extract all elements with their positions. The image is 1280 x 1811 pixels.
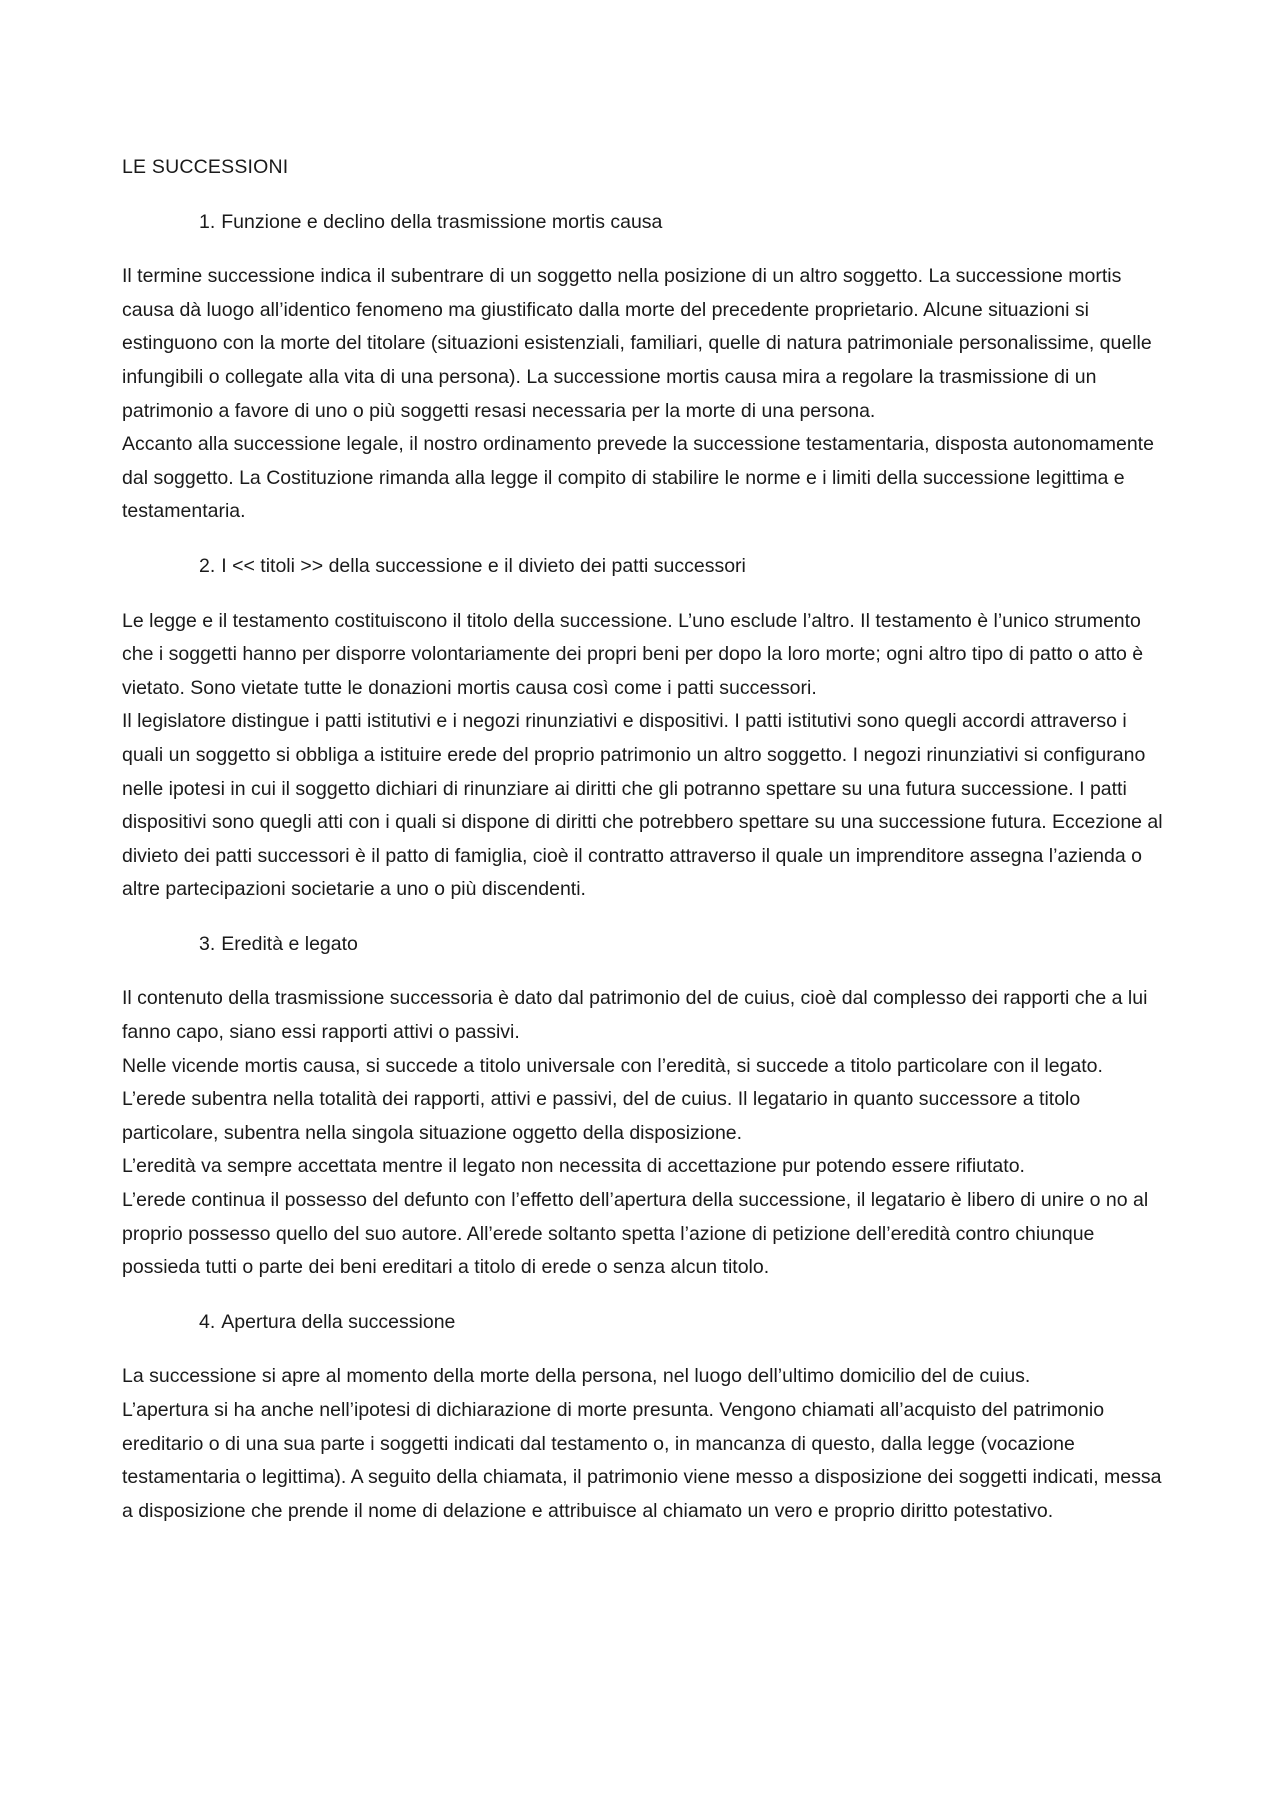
section-title-2: I << titoli >> della successione e il divieto dei patti successori: [221, 554, 746, 577]
paragraph: L’eredità va sempre accettata mentre il legato non necessita di accettazione pur potendo essere rifiutato.: [122, 1155, 1025, 1178]
section-body-1: [122, 260, 1168, 529]
section-number-4: 4.: [199, 1310, 216, 1333]
paragraph: Nelle vicende mortis causa, si succede a titolo universale con l’eredità, si succede a titolo particolare con il legato.: [122, 1054, 1103, 1077]
paragraph: Il legislatore distingue i patti istitutivi e i negozi rinunziativi e dispositivi. I patti istitutivi sono quegli accordi attraverso i quali un soggetto si obbliga a istituire erede del proprio patrimonio un altro soggetto. I negozi rinunziativi si configurano nelle ipotesi in cui il soggetto dichiari di rinunziare ai diritti che gli potranno spettare su una futura successione. I patti dispositivi sono quegli atti con i quali si dispone di diritti che potrebbero spettare su una successione futura. Eccezione al divieto dei patti successori è il patto di famiglia, cioè il contratto attraverso il quale un imprenditore assegna l’azienda o altre partecipazioni societarie a uno o più discendenti.: [122, 710, 1163, 901]
paragraph: L’apertura si ha anche nell’ipotesi di dichiarazione di morte presunta. Vengono chiamati all’acquisto del patrimonio ereditario o di una sua parte i soggetti indicati dal testamento o, in mancanza di questo, dalla legge (vocazione testamentaria o legittima). A seguito della chiamata, il patrimonio viene messo a disposizione dei soggetti indicati, messa a disposizione che prende il nome di delazione e attribuisce al chiamato un vero e proprio diritto potestativo.: [122, 1399, 1162, 1522]
section-number-3: 3.: [199, 932, 216, 955]
paragraph: Le legge e il testamento costituiscono il titolo della successione. L’uno esclude l’altro. Il testamento è l’unico strumento che i soggetti hanno per disporre volontariamente dei propri beni per dopo la loro morte; ogni altro tipo di patto o atto è vietato. Sono vietate tutte le donazioni mortis causa così come i patti successori.: [122, 609, 1144, 699]
section-heading-4: [122, 1306, 1168, 1340]
paragraph: Il contenuto della trasmissione successoria è dato dal patrimonio del de cuius, cioè dal complesso dei rapporti che a lui fanno capo, siano essi rapporti attivi o passivi.: [122, 987, 1148, 1044]
section-body-3: [122, 982, 1168, 1284]
document-page: [122, 151, 1168, 1549]
section-number-2: 2.: [199, 554, 216, 577]
section-heading-1: [122, 206, 1168, 240]
document-title: LE SUCCESSIONI: [122, 156, 289, 178]
section-body-4: [122, 1360, 1168, 1528]
section-heading-3: [122, 928, 1168, 962]
section-heading-2: [122, 550, 1168, 584]
section-body-2: [122, 605, 1168, 907]
paragraph: Il termine successione indica il subentrare di un soggetto nella posizione di un altro soggetto. La successione mortis causa dà luogo all’identico fenomeno ma giustificato dalla morte del precedente proprietario. Alcune situazioni si estinguono con la morte del titolare (situazioni esistenziali, familiari, quelle di natura patrimoniale personalissime, quelle infungibili o collegate alla vita di una persona). La successione mortis causa mira a regolare la trasmissione di un patrimonio a favore di uno o più soggetti resasi necessaria per la morte di una persona.: [122, 265, 1152, 422]
paragraph: L’erede continua il possesso del defunto con l’effetto dell’apertura della successione, il legatario è libero di unire o no al proprio possesso quello del suo autore. All’erede soltanto spetta l’azione di petizione dell’eredità contro chiunque possieda tutti o parte dei beni ereditari a titolo di erede o senza alcun titolo.: [122, 1189, 1149, 1279]
section-number-1: 1.: [199, 210, 216, 233]
section-title-3: Eredità e legato: [221, 932, 358, 955]
section-title-4: Apertura della successione: [221, 1310, 456, 1333]
paragraph: L’erede subentra nella totalità dei rapporti, attivi e passivi, del de cuius. Il legatario in quanto successore a titolo particolare, subentra nella singola situazione oggetto della disposizione.: [122, 1088, 1081, 1144]
paragraph: La successione si apre al momento della morte della persona, nel luogo dell’ultimo domicilio del de cuius.: [122, 1365, 1031, 1388]
section-title-1: Funzione e declino della trasmissione mortis causa: [221, 210, 663, 233]
paragraph: Accanto alla successione legale, il nostro ordinamento prevede la successione testamentaria, disposta autonomamente dal soggetto. La Costituzione rimanda alla legge il compito di stabilire le norme e i limiti della successione legittima e testamentaria.: [122, 433, 1154, 523]
